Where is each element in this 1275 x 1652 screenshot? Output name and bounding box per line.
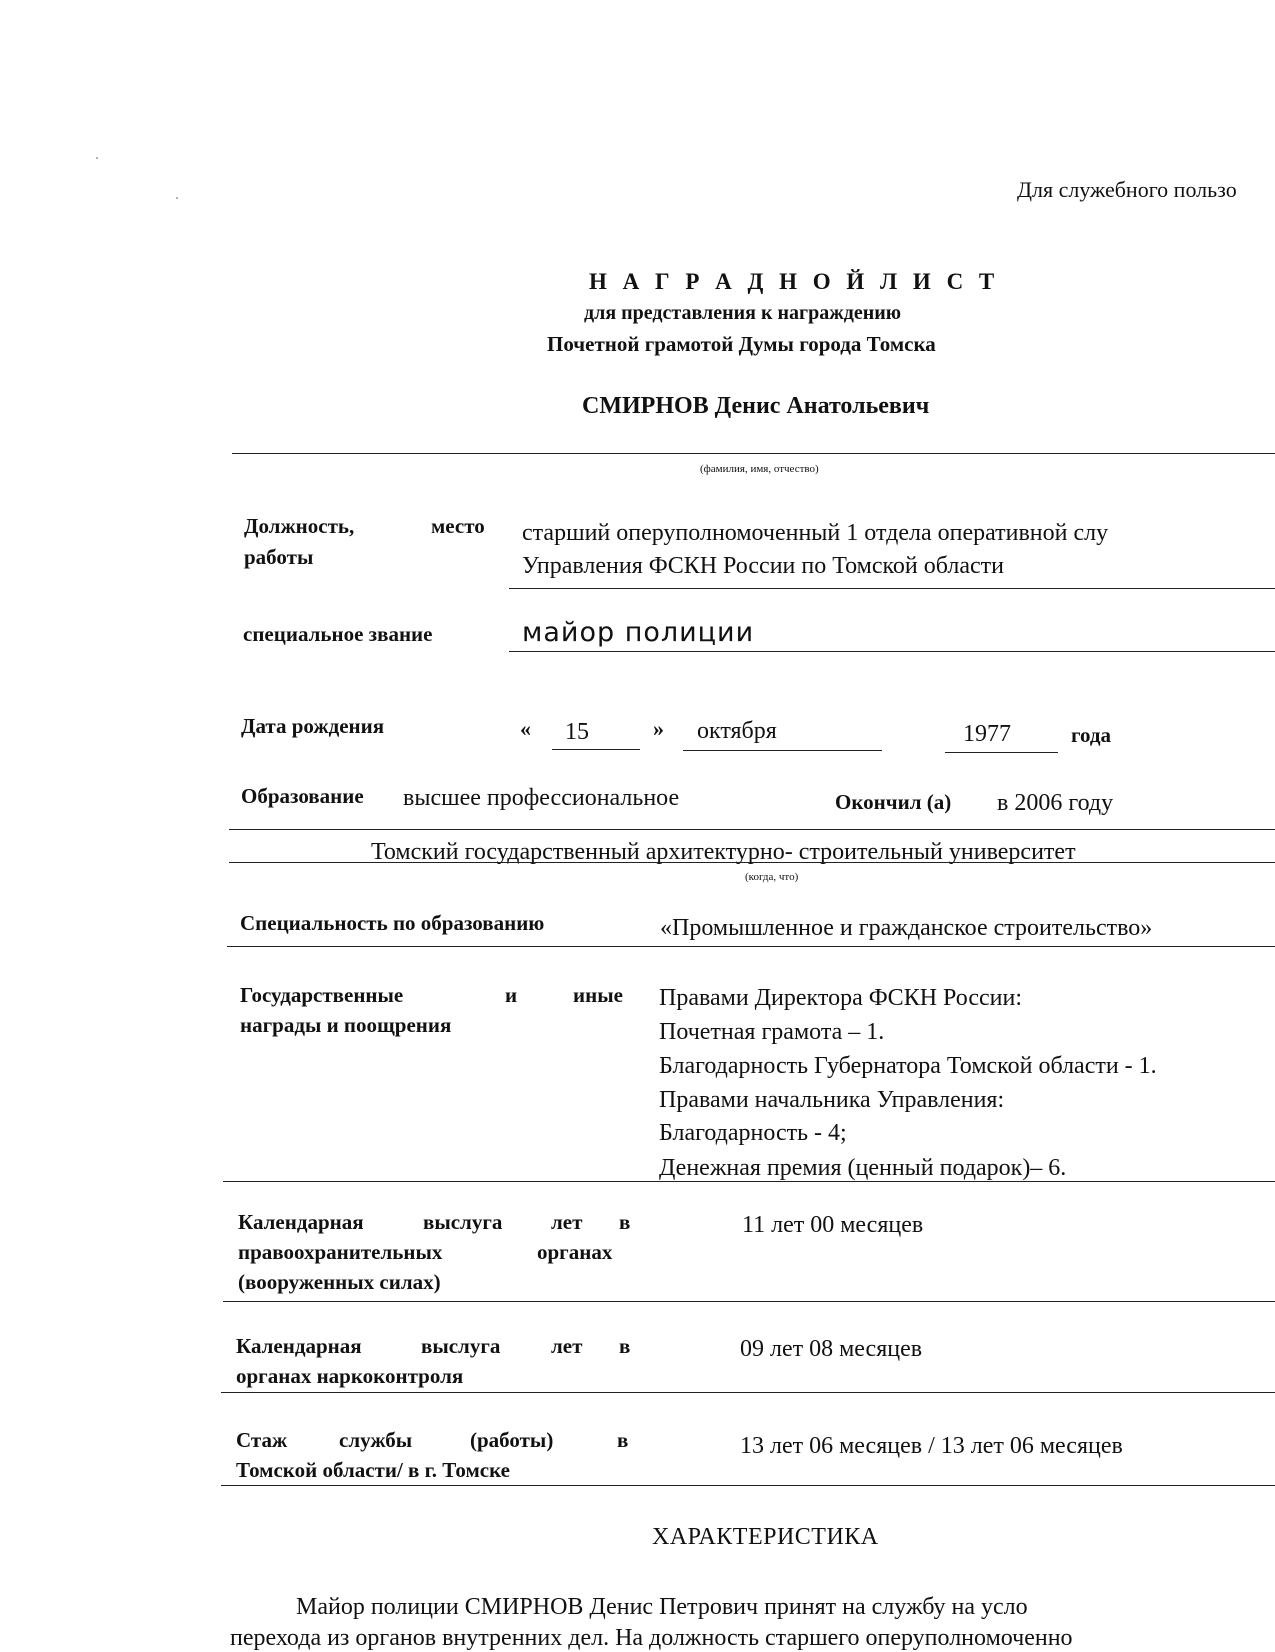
specialty-underline [227, 946, 1275, 947]
characteristic-heading: ХАРАКТЕРИСТИКА [652, 1524, 879, 1550]
service-drug-label-word: выслуга [421, 1334, 501, 1358]
education-line-1 [229, 829, 1275, 830]
service-drug-label-word: в [619, 1334, 631, 1358]
position-label-3: работы [244, 545, 314, 569]
person-full-name: СМИРНОВ Денис Анатольевич [582, 393, 930, 419]
education-institution: Томский государственный архитектурно- строительный университет [371, 839, 1076, 865]
classification-note: Для служебного пользо [1017, 177, 1237, 202]
service-drug-label-word: Календарная [236, 1334, 362, 1358]
birth-month-underline [683, 750, 882, 751]
education-label: Образование [241, 784, 364, 808]
birth-open-quote: « [520, 716, 531, 741]
service-law-value: 11 лет 00 месяцев [742, 1212, 924, 1238]
position-value-2: Управления ФСКН России по Томской области [522, 553, 1004, 579]
birth-day-underline [552, 749, 640, 750]
service-tomsk-value: 13 лет 06 месяцев / 13 лет 06 месяцев [740, 1433, 1123, 1459]
service-tomsk-label-word: в [617, 1428, 629, 1452]
award-item: Благодарность Губернатора Томской области - 1. [659, 1053, 1157, 1079]
awards-underline [223, 1181, 1275, 1182]
characteristic-line-1: Майор полиции СМИРНОВ Денис Петрович принят на службу на усло [296, 1594, 1028, 1620]
service-law-label-word: правоохранительных [238, 1240, 443, 1264]
awards-label-3: иные [573, 983, 623, 1007]
service-law-label-word: органах [537, 1240, 613, 1264]
awards-label-2: и [505, 983, 518, 1007]
birth-close-quote: » [653, 716, 664, 741]
service-law-label-row3: (вооруженных силах) [238, 1270, 441, 1294]
service-tomsk-label-row2: Томской области/ в г. Томске [236, 1458, 510, 1482]
education-line-2 [229, 862, 1275, 863]
specialty-value: «Промышленное и гражданское строительство» [660, 915, 1153, 941]
specialty-label: Специальность по образованию [240, 911, 545, 935]
birth-label: Дата рождения [241, 714, 385, 738]
award-item: Почетная грамота – 1. [659, 1019, 885, 1045]
service-tomsk-label-word: (работы) [470, 1428, 554, 1452]
service-drug-label-row2: органах наркоконтроля [236, 1364, 464, 1388]
service-law-label-word: Календарная [238, 1210, 364, 1234]
service-drug-value: 09 лет 08 месяцев [740, 1336, 923, 1362]
birth-year-underline [945, 752, 1058, 753]
birth-year-suffix: года [1071, 723, 1112, 747]
graduated-label: Окончил (а) [835, 790, 952, 814]
position-value-1: старший оперуполномоченный 1 отдела оперативной слу [522, 520, 1109, 546]
service-law-label-word: выслуга [423, 1210, 503, 1234]
document-title: Н А Г Р А Д Н О Й Л И С Т [589, 269, 1000, 294]
scan-speck [176, 197, 178, 199]
award-item: Денежная премия (ценный подарок)– 6. [659, 1155, 1067, 1181]
rank-value: майор полиции [522, 617, 755, 648]
position-label-2: место [431, 514, 485, 538]
education-caption: (когда, что) [745, 871, 799, 883]
title-subline-2: Почетной грамотой Думы города Томска [547, 332, 936, 356]
service-law-label-word: лет [551, 1210, 583, 1234]
birth-month: октября [697, 718, 777, 744]
service-tomsk-label-word: службы [339, 1428, 413, 1452]
service-tomsk-label-word: Стаж [236, 1428, 288, 1452]
service-law-label-word: в [619, 1210, 631, 1234]
scan-speck [96, 157, 98, 159]
characteristic-line-2: перехода из органов внутренних дел. На должность старшего оперуполномоченно [230, 1625, 1073, 1651]
name-underline [232, 453, 1275, 454]
birth-year: 1977 [963, 721, 1011, 747]
awards-label-1: Государственные [240, 983, 404, 1007]
birth-day: 15 [565, 719, 589, 745]
service-law-underline [223, 1301, 1275, 1302]
rank-underline [509, 651, 1275, 652]
position-label-1: Должность, [244, 514, 355, 538]
service-tomsk-underline [221, 1485, 1275, 1486]
position-underline [509, 588, 1275, 589]
title-subline-1: для представления к награждению [584, 302, 902, 324]
rank-label: специальное звание [243, 622, 433, 646]
education-value: высшее профессиональное [403, 785, 680, 811]
service-drug-label-word: лет [551, 1334, 583, 1358]
service-drug-underline [221, 1392, 1275, 1393]
award-item: Правами Директора ФСКН России: [659, 985, 1023, 1011]
graduated-value: в 2006 году [997, 790, 1114, 816]
award-item: Благодарность - 4; [659, 1120, 847, 1146]
name-caption: (фамилия, имя, отчество) [700, 463, 819, 475]
awards-label-4: награды и поощрения [240, 1013, 452, 1037]
award-item: Правами начальника Управления: [659, 1087, 1005, 1113]
